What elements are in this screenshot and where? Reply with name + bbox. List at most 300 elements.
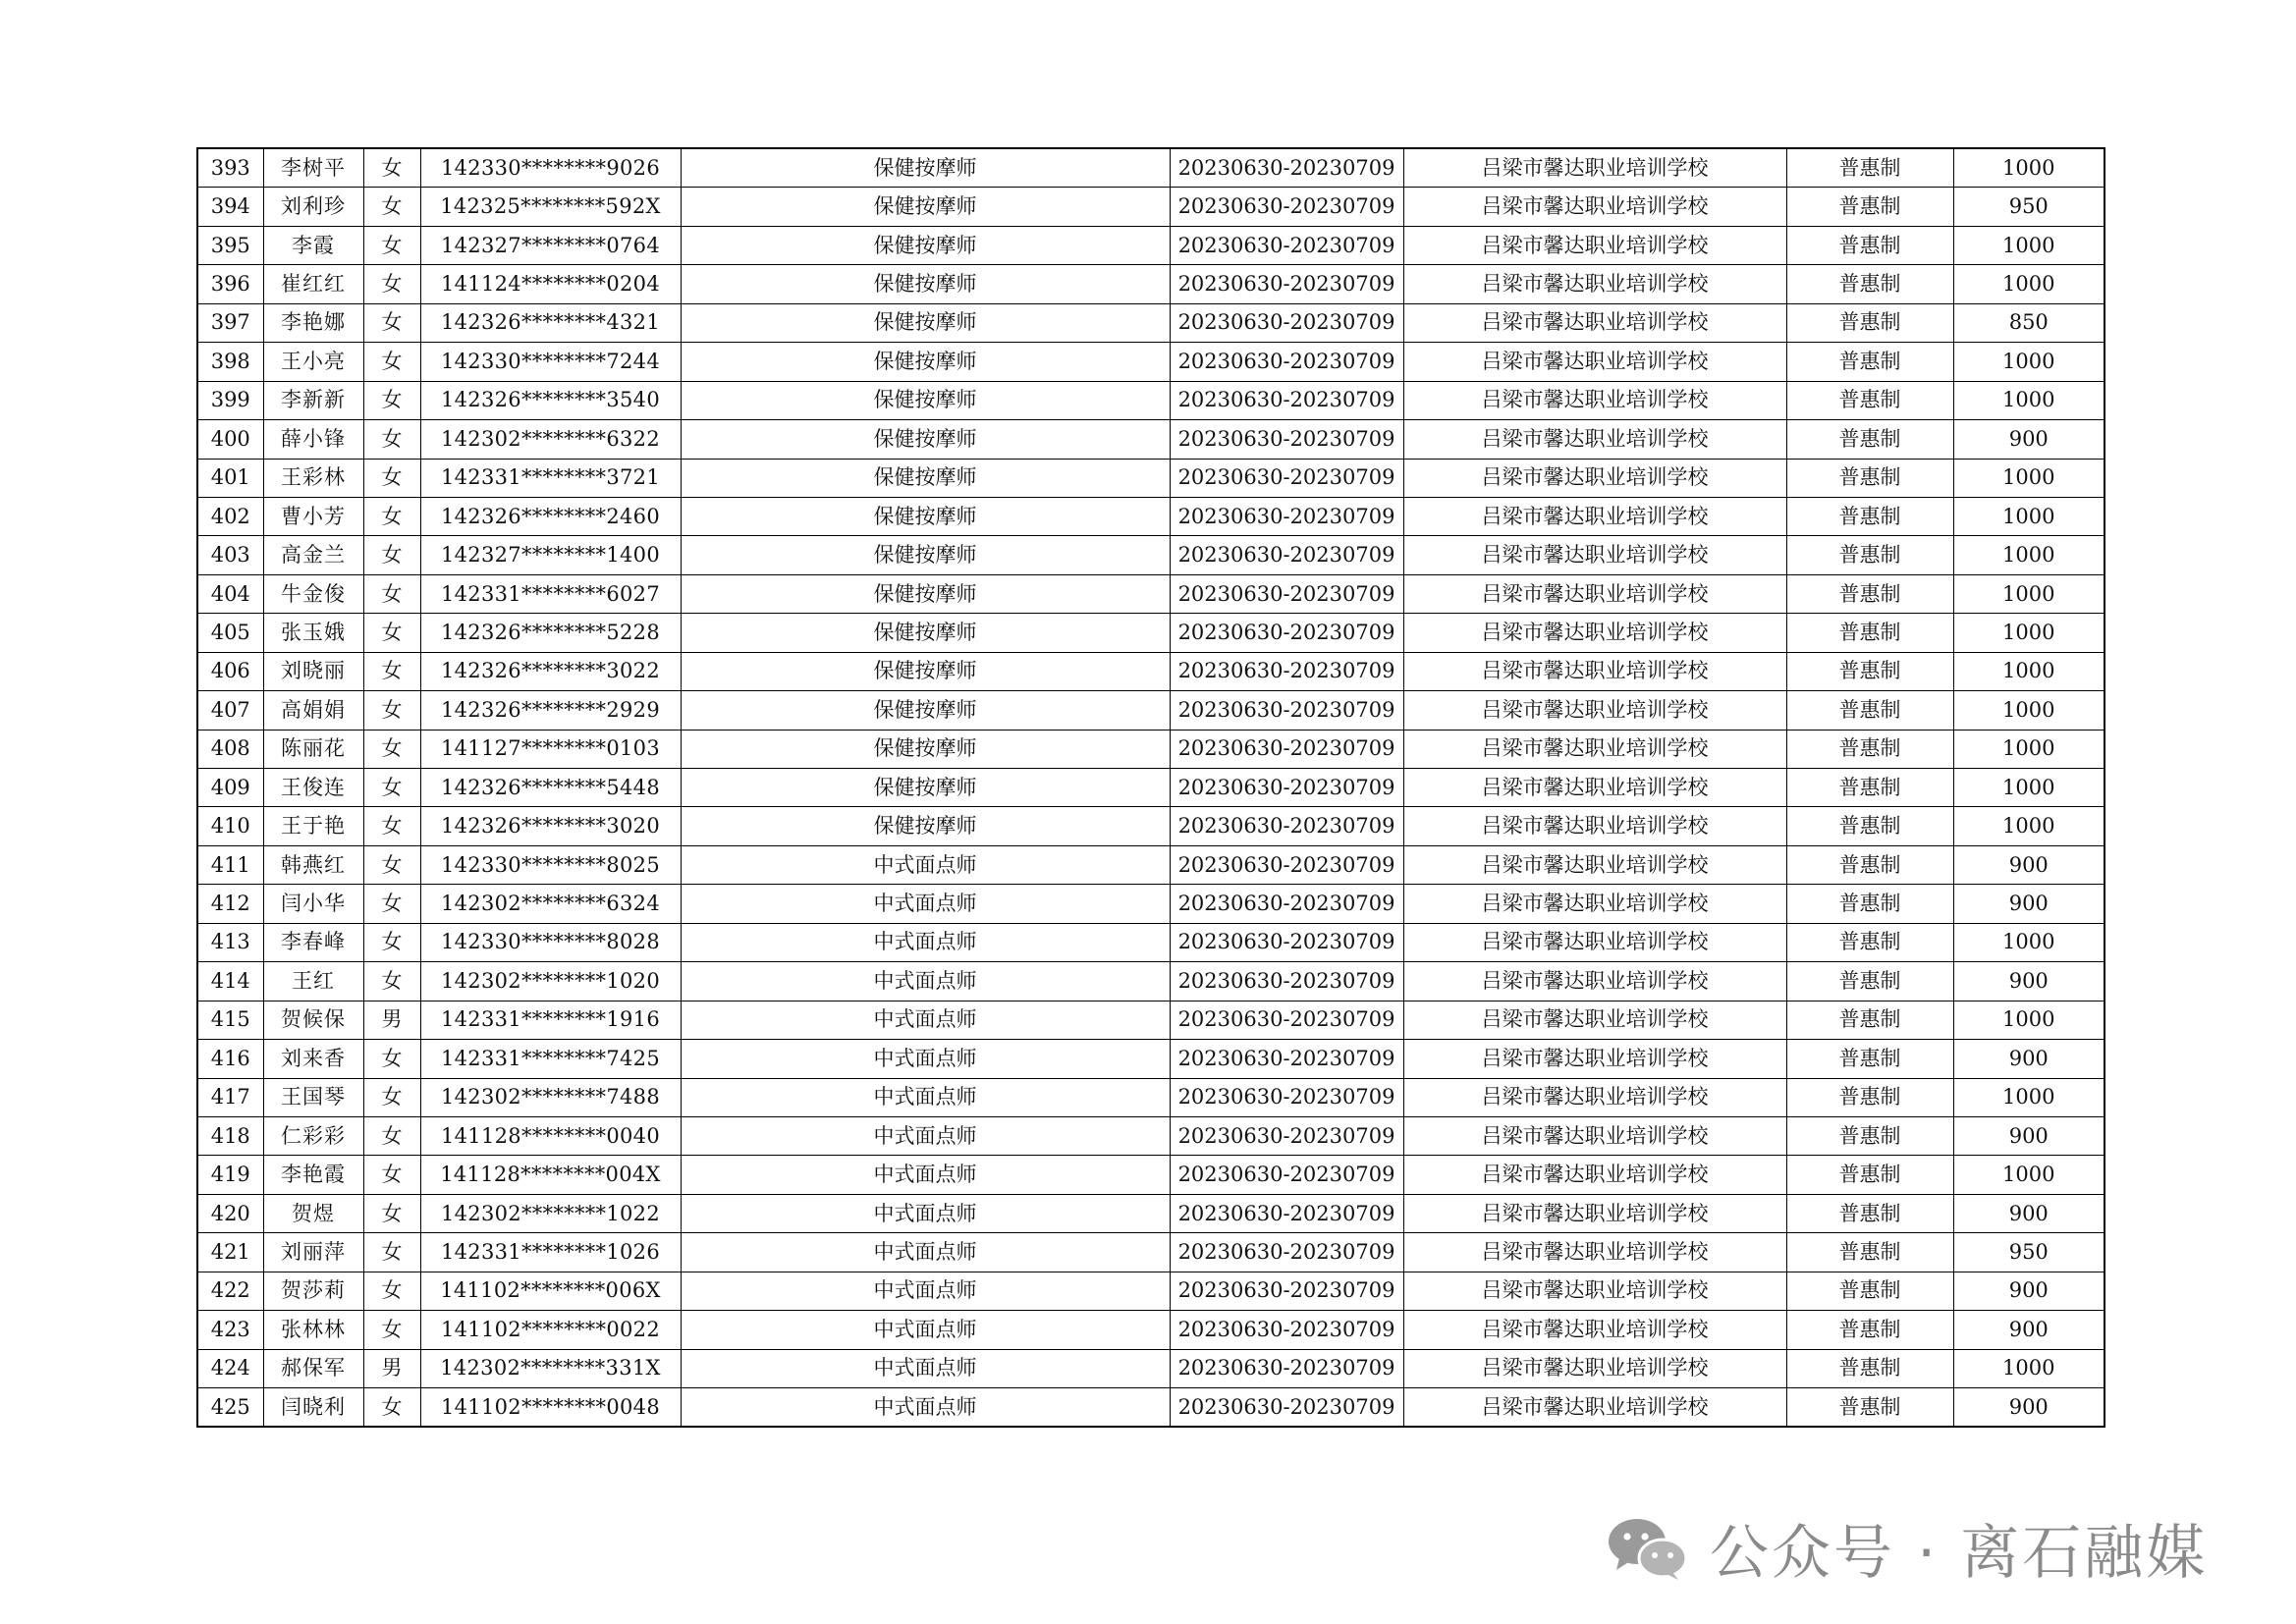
gender-cell: 女 bbox=[363, 536, 420, 574]
id-number-cell: 142327********1400 bbox=[420, 536, 681, 574]
id-number-cell: 141102********0022 bbox=[420, 1311, 681, 1349]
training-period-cell: 20230630-20230709 bbox=[1170, 614, 1403, 652]
training-type-cell: 保健按摩师 bbox=[681, 381, 1170, 419]
training-period-cell: 20230630-20230709 bbox=[1170, 1194, 1403, 1232]
gender-cell: 女 bbox=[363, 1116, 420, 1155]
subsidy-amount-cell: 900 bbox=[1953, 885, 2105, 923]
id-number-cell: 142326********3540 bbox=[420, 381, 681, 419]
id-number-cell: 142325********592X bbox=[420, 188, 681, 226]
row-number-cell: 407 bbox=[197, 691, 263, 730]
subsidy-program-cell: 普惠制 bbox=[1786, 1233, 1953, 1272]
training-type-cell: 中式面点师 bbox=[681, 1194, 1170, 1232]
row-number-cell: 396 bbox=[197, 265, 263, 303]
id-number-cell: 142302********6322 bbox=[420, 420, 681, 459]
training-type-cell: 保健按摩师 bbox=[681, 574, 1170, 613]
row-number-cell: 395 bbox=[197, 226, 263, 264]
training-type-cell: 中式面点师 bbox=[681, 1311, 1170, 1349]
trainee-name-cell: 张林林 bbox=[263, 1311, 363, 1349]
trainee-name-cell: 刘来香 bbox=[263, 1040, 363, 1078]
id-number-cell: 141102********0048 bbox=[420, 1388, 681, 1428]
row-number-cell: 410 bbox=[197, 807, 263, 845]
id-number-cell: 142330********7244 bbox=[420, 343, 681, 381]
trainee-name-cell: 贺莎莉 bbox=[263, 1272, 363, 1310]
trainee-name-cell: 李艳娜 bbox=[263, 303, 363, 342]
gender-cell: 女 bbox=[363, 497, 420, 535]
training-period-cell: 20230630-20230709 bbox=[1170, 226, 1403, 264]
table-row bbox=[197, 1194, 2105, 1232]
row-number-cell: 399 bbox=[197, 381, 263, 419]
row-number-cell: 401 bbox=[197, 459, 263, 497]
table-row bbox=[197, 1311, 2105, 1349]
trainee-name-cell: 贺候保 bbox=[263, 1001, 363, 1039]
trainee-name-cell: 刘晓丽 bbox=[263, 652, 363, 690]
training-period-cell: 20230630-20230709 bbox=[1170, 730, 1403, 768]
training-type-cell: 保健按摩师 bbox=[681, 807, 1170, 845]
trainee-name-cell: 刘利珍 bbox=[263, 188, 363, 226]
training-school-cell: 吕梁市馨达职业培训学校 bbox=[1403, 381, 1786, 419]
subsidy-amount-cell: 1000 bbox=[1953, 730, 2105, 768]
trainee-name-cell: 王红 bbox=[263, 962, 363, 1001]
trainee-name-cell: 王俊连 bbox=[263, 769, 363, 807]
table-row bbox=[197, 1040, 2105, 1078]
row-number-cell: 418 bbox=[197, 1116, 263, 1155]
row-number-cell: 421 bbox=[197, 1233, 263, 1272]
training-school-cell: 吕梁市馨达职业培训学校 bbox=[1403, 807, 1786, 845]
training-type-cell: 保健按摩师 bbox=[681, 148, 1170, 188]
subsidy-program-cell: 普惠制 bbox=[1786, 691, 1953, 730]
training-school-cell: 吕梁市馨达职业培训学校 bbox=[1403, 691, 1786, 730]
id-number-cell: 141102********006X bbox=[420, 1272, 681, 1310]
table-row bbox=[197, 459, 2105, 497]
training-type-cell: 保健按摩师 bbox=[681, 303, 1170, 342]
table-row bbox=[197, 691, 2105, 730]
subsidy-program-cell: 普惠制 bbox=[1786, 148, 1953, 188]
training-period-cell: 20230630-20230709 bbox=[1170, 885, 1403, 923]
gender-cell: 女 bbox=[363, 1040, 420, 1078]
subsidy-program-cell: 普惠制 bbox=[1786, 730, 1953, 768]
table-row bbox=[197, 962, 2105, 1001]
id-number-cell: 142331********1916 bbox=[420, 1001, 681, 1039]
row-number-cell: 400 bbox=[197, 420, 263, 459]
training-school-cell: 吕梁市馨达职业培训学校 bbox=[1403, 923, 1786, 961]
training-type-cell: 中式面点师 bbox=[681, 1272, 1170, 1310]
gender-cell: 女 bbox=[363, 1388, 420, 1428]
gender-cell: 女 bbox=[363, 962, 420, 1001]
trainee-name-cell: 李霞 bbox=[263, 226, 363, 264]
gender-cell: 女 bbox=[363, 1078, 420, 1116]
row-number-cell: 413 bbox=[197, 923, 263, 961]
row-number-cell: 394 bbox=[197, 188, 263, 226]
row-number-cell: 409 bbox=[197, 769, 263, 807]
subsidy-amount-cell: 900 bbox=[1953, 1272, 2105, 1310]
trainee-name-cell: 王彩林 bbox=[263, 459, 363, 497]
gender-cell: 女 bbox=[363, 769, 420, 807]
subsidy-amount-cell: 1000 bbox=[1953, 148, 2105, 188]
table-row bbox=[197, 497, 2105, 535]
training-school-cell: 吕梁市馨达职业培训学校 bbox=[1403, 1078, 1786, 1116]
row-number-cell: 411 bbox=[197, 845, 263, 884]
table-row bbox=[197, 923, 2105, 961]
subsidy-program-cell: 普惠制 bbox=[1786, 1194, 1953, 1232]
subsidy-amount-cell: 1000 bbox=[1953, 652, 2105, 690]
table-row bbox=[197, 1078, 2105, 1116]
id-number-cell: 142326********2460 bbox=[420, 497, 681, 535]
training-period-cell: 20230630-20230709 bbox=[1170, 769, 1403, 807]
table-body bbox=[197, 148, 2105, 1427]
table-row bbox=[197, 1001, 2105, 1039]
training-type-cell: 中式面点师 bbox=[681, 1078, 1170, 1116]
training-school-cell: 吕梁市馨达职业培训学校 bbox=[1403, 265, 1786, 303]
training-school-cell: 吕梁市馨达职业培训学校 bbox=[1403, 1311, 1786, 1349]
row-number-cell: 403 bbox=[197, 536, 263, 574]
row-number-cell: 419 bbox=[197, 1156, 263, 1194]
trainee-name-cell: 陈丽花 bbox=[263, 730, 363, 768]
trainee-name-cell: 郝保军 bbox=[263, 1349, 363, 1387]
row-number-cell: 405 bbox=[197, 614, 263, 652]
training-period-cell: 20230630-20230709 bbox=[1170, 845, 1403, 884]
subsidy-amount-cell: 1000 bbox=[1953, 459, 2105, 497]
training-period-cell: 20230630-20230709 bbox=[1170, 265, 1403, 303]
subsidy-program-cell: 普惠制 bbox=[1786, 923, 1953, 961]
table-row bbox=[197, 343, 2105, 381]
trainee-name-cell: 刘丽萍 bbox=[263, 1233, 363, 1272]
watermark-text: 公众号 · 离石融媒 bbox=[1710, 1519, 2209, 1588]
table-row bbox=[197, 807, 2105, 845]
training-type-cell: 中式面点师 bbox=[681, 1001, 1170, 1039]
subsidy-program-cell: 普惠制 bbox=[1786, 1001, 1953, 1039]
subsidy-program-cell: 普惠制 bbox=[1786, 459, 1953, 497]
gender-cell: 女 bbox=[363, 1311, 420, 1349]
trainee-name-cell: 王国琴 bbox=[263, 1078, 363, 1116]
training-type-cell: 保健按摩师 bbox=[681, 265, 1170, 303]
training-period-cell: 20230630-20230709 bbox=[1170, 1116, 1403, 1155]
training-period-cell: 20230630-20230709 bbox=[1170, 420, 1403, 459]
trainee-name-cell: 仁彩彩 bbox=[263, 1116, 363, 1155]
training-type-cell: 中式面点师 bbox=[681, 1349, 1170, 1387]
subsidy-amount-cell: 1000 bbox=[1953, 807, 2105, 845]
id-number-cell: 142331********1026 bbox=[420, 1233, 681, 1272]
training-school-cell: 吕梁市馨达职业培训学校 bbox=[1403, 536, 1786, 574]
subsidy-amount-cell: 1000 bbox=[1953, 691, 2105, 730]
table-row bbox=[197, 1156, 2105, 1194]
id-number-cell: 141127********0103 bbox=[420, 730, 681, 768]
training-period-cell: 20230630-20230709 bbox=[1170, 923, 1403, 961]
training-type-cell: 中式面点师 bbox=[681, 1156, 1170, 1194]
table-row bbox=[197, 845, 2105, 884]
id-number-cell: 142302********7488 bbox=[420, 1078, 681, 1116]
subsidy-amount-cell: 900 bbox=[1953, 845, 2105, 884]
id-number-cell: 142330********8025 bbox=[420, 845, 681, 884]
training-type-cell: 中式面点师 bbox=[681, 1388, 1170, 1428]
training-period-cell: 20230630-20230709 bbox=[1170, 1388, 1403, 1428]
subsidy-program-cell: 普惠制 bbox=[1786, 1156, 1953, 1194]
table-row bbox=[197, 1116, 2105, 1155]
training-type-cell: 保健按摩师 bbox=[681, 497, 1170, 535]
gender-cell: 女 bbox=[363, 188, 420, 226]
row-number-cell: 422 bbox=[197, 1272, 263, 1310]
id-number-cell: 142330********8028 bbox=[420, 923, 681, 961]
gender-cell: 女 bbox=[363, 1194, 420, 1232]
subsidy-program-cell: 普惠制 bbox=[1786, 497, 1953, 535]
trainee-name-cell: 崔红红 bbox=[263, 265, 363, 303]
id-number-cell: 142327********0764 bbox=[420, 226, 681, 264]
training-type-cell: 中式面点师 bbox=[681, 885, 1170, 923]
training-period-cell: 20230630-20230709 bbox=[1170, 148, 1403, 188]
training-school-cell: 吕梁市馨达职业培训学校 bbox=[1403, 885, 1786, 923]
training-period-cell: 20230630-20230709 bbox=[1170, 652, 1403, 690]
training-type-cell: 中式面点师 bbox=[681, 1233, 1170, 1272]
subsidy-amount-cell: 950 bbox=[1953, 1233, 2105, 1272]
gender-cell: 女 bbox=[363, 226, 420, 264]
training-period-cell: 20230630-20230709 bbox=[1170, 1078, 1403, 1116]
gender-cell: 男 bbox=[363, 1001, 420, 1039]
subsidy-program-cell: 普惠制 bbox=[1786, 420, 1953, 459]
row-number-cell: 412 bbox=[197, 885, 263, 923]
watermark bbox=[1606, 1509, 2208, 1588]
row-number-cell: 415 bbox=[197, 1001, 263, 1039]
training-type-cell: 保健按摩师 bbox=[681, 188, 1170, 226]
trainee-name-cell: 张玉娥 bbox=[263, 614, 363, 652]
subsidy-program-cell: 普惠制 bbox=[1786, 1116, 1953, 1155]
id-number-cell: 142326********2929 bbox=[420, 691, 681, 730]
gender-cell: 男 bbox=[363, 1349, 420, 1387]
training-school-cell: 吕梁市馨达职业培训学校 bbox=[1403, 303, 1786, 342]
training-school-cell: 吕梁市馨达职业培训学校 bbox=[1403, 614, 1786, 652]
gender-cell: 女 bbox=[363, 303, 420, 342]
row-number-cell: 402 bbox=[197, 497, 263, 535]
row-number-cell: 404 bbox=[197, 574, 263, 613]
id-number-cell: 142326********5448 bbox=[420, 769, 681, 807]
subsidy-program-cell: 普惠制 bbox=[1786, 652, 1953, 690]
table-row bbox=[197, 574, 2105, 613]
subsidy-program-cell: 普惠制 bbox=[1786, 614, 1953, 652]
table-row bbox=[197, 303, 2105, 342]
training-period-cell: 20230630-20230709 bbox=[1170, 1272, 1403, 1310]
subsidy-amount-cell: 1000 bbox=[1953, 1349, 2105, 1387]
table-row bbox=[197, 226, 2105, 264]
training-period-cell: 20230630-20230709 bbox=[1170, 574, 1403, 613]
id-number-cell: 142326********3020 bbox=[420, 807, 681, 845]
training-type-cell: 保健按摩师 bbox=[681, 343, 1170, 381]
gender-cell: 女 bbox=[363, 343, 420, 381]
training-period-cell: 20230630-20230709 bbox=[1170, 381, 1403, 419]
row-number-cell: 393 bbox=[197, 148, 263, 188]
training-school-cell: 吕梁市馨达职业培训学校 bbox=[1403, 420, 1786, 459]
training-school-cell: 吕梁市馨达职业培训学校 bbox=[1403, 845, 1786, 884]
training-period-cell: 20230630-20230709 bbox=[1170, 1156, 1403, 1194]
table-row bbox=[197, 188, 2105, 226]
subsidy-program-cell: 普惠制 bbox=[1786, 343, 1953, 381]
training-period-cell: 20230630-20230709 bbox=[1170, 1040, 1403, 1078]
training-period-cell: 20230630-20230709 bbox=[1170, 536, 1403, 574]
subsidy-amount-cell: 900 bbox=[1953, 1116, 2105, 1155]
table-row bbox=[197, 1272, 2105, 1310]
table-row bbox=[197, 1349, 2105, 1387]
gender-cell: 女 bbox=[363, 1233, 420, 1272]
row-number-cell: 417 bbox=[197, 1078, 263, 1116]
subsidy-amount-cell: 1000 bbox=[1953, 1156, 2105, 1194]
table-row bbox=[197, 536, 2105, 574]
id-number-cell: 141128********0040 bbox=[420, 1116, 681, 1155]
subsidy-amount-cell: 1000 bbox=[1953, 923, 2105, 961]
subsidy-program-cell: 普惠制 bbox=[1786, 1349, 1953, 1387]
gender-cell: 女 bbox=[363, 459, 420, 497]
gender-cell: 女 bbox=[363, 614, 420, 652]
table-row bbox=[197, 1233, 2105, 1272]
table-row bbox=[197, 381, 2105, 419]
id-number-cell: 142302********6324 bbox=[420, 885, 681, 923]
subsidy-program-cell: 普惠制 bbox=[1786, 1078, 1953, 1116]
subsidy-roster-table bbox=[196, 147, 2105, 1428]
subsidy-amount-cell: 900 bbox=[1953, 1040, 2105, 1078]
training-period-cell: 20230630-20230709 bbox=[1170, 962, 1403, 1001]
subsidy-program-cell: 普惠制 bbox=[1786, 574, 1953, 613]
subsidy-program-cell: 普惠制 bbox=[1786, 962, 1953, 1001]
id-number-cell: 141124********0204 bbox=[420, 265, 681, 303]
table-row bbox=[197, 652, 2105, 690]
subsidy-amount-cell: 1000 bbox=[1953, 381, 2105, 419]
training-type-cell: 中式面点师 bbox=[681, 923, 1170, 961]
training-period-cell: 20230630-20230709 bbox=[1170, 1233, 1403, 1272]
training-type-cell: 保健按摩师 bbox=[681, 769, 1170, 807]
subsidy-program-cell: 普惠制 bbox=[1786, 1311, 1953, 1349]
training-school-cell: 吕梁市馨达职业培训学校 bbox=[1403, 1116, 1786, 1155]
trainee-name-cell: 闫晓利 bbox=[263, 1388, 363, 1428]
trainee-name-cell: 李艳霞 bbox=[263, 1156, 363, 1194]
gender-cell: 女 bbox=[363, 730, 420, 768]
training-school-cell: 吕梁市馨达职业培训学校 bbox=[1403, 652, 1786, 690]
subsidy-amount-cell: 850 bbox=[1953, 303, 2105, 342]
id-number-cell: 141128********004X bbox=[420, 1156, 681, 1194]
training-school-cell: 吕梁市馨达职业培训学校 bbox=[1403, 459, 1786, 497]
subsidy-amount-cell: 1000 bbox=[1953, 614, 2105, 652]
subsidy-program-cell: 普惠制 bbox=[1786, 1040, 1953, 1078]
row-number-cell: 424 bbox=[197, 1349, 263, 1387]
table-row bbox=[197, 885, 2105, 923]
row-number-cell: 406 bbox=[197, 652, 263, 690]
subsidy-amount-cell: 900 bbox=[1953, 1311, 2105, 1349]
gender-cell: 女 bbox=[363, 574, 420, 613]
subsidy-program-cell: 普惠制 bbox=[1786, 1388, 1953, 1428]
training-school-cell: 吕梁市馨达职业培训学校 bbox=[1403, 1233, 1786, 1272]
training-type-cell: 保健按摩师 bbox=[681, 652, 1170, 690]
subsidy-program-cell: 普惠制 bbox=[1786, 303, 1953, 342]
gender-cell: 女 bbox=[363, 265, 420, 303]
gender-cell: 女 bbox=[363, 1156, 420, 1194]
table-row bbox=[197, 265, 2105, 303]
gender-cell: 女 bbox=[363, 381, 420, 419]
row-number-cell: 414 bbox=[197, 962, 263, 1001]
gender-cell: 女 bbox=[363, 845, 420, 884]
subsidy-program-cell: 普惠制 bbox=[1786, 1272, 1953, 1310]
training-school-cell: 吕梁市馨达职业培训学校 bbox=[1403, 226, 1786, 264]
training-school-cell: 吕梁市馨达职业培训学校 bbox=[1403, 730, 1786, 768]
id-number-cell: 142331********3721 bbox=[420, 459, 681, 497]
training-period-cell: 20230630-20230709 bbox=[1170, 303, 1403, 342]
table-row bbox=[197, 614, 2105, 652]
gender-cell: 女 bbox=[363, 807, 420, 845]
training-period-cell: 20230630-20230709 bbox=[1170, 343, 1403, 381]
row-number-cell: 397 bbox=[197, 303, 263, 342]
training-type-cell: 中式面点师 bbox=[681, 962, 1170, 1001]
gender-cell: 女 bbox=[363, 923, 420, 961]
subsidy-amount-cell: 900 bbox=[1953, 962, 2105, 1001]
training-school-cell: 吕梁市馨达职业培训学校 bbox=[1403, 1194, 1786, 1232]
subsidy-amount-cell: 1000 bbox=[1953, 1001, 2105, 1039]
subsidy-amount-cell: 1000 bbox=[1953, 226, 2105, 264]
training-type-cell: 保健按摩师 bbox=[681, 691, 1170, 730]
training-period-cell: 20230630-20230709 bbox=[1170, 497, 1403, 535]
trainee-name-cell: 李春峰 bbox=[263, 923, 363, 961]
trainee-name-cell: 韩燕红 bbox=[263, 845, 363, 884]
training-school-cell: 吕梁市馨达职业培训学校 bbox=[1403, 188, 1786, 226]
table-row bbox=[197, 148, 2105, 188]
training-type-cell: 中式面点师 bbox=[681, 845, 1170, 884]
subsidy-amount-cell: 1000 bbox=[1953, 769, 2105, 807]
training-type-cell: 保健按摩师 bbox=[681, 536, 1170, 574]
training-type-cell: 中式面点师 bbox=[681, 1040, 1170, 1078]
row-number-cell: 425 bbox=[197, 1388, 263, 1428]
subsidy-program-cell: 普惠制 bbox=[1786, 536, 1953, 574]
subsidy-amount-cell: 900 bbox=[1953, 1194, 2105, 1232]
wechat-icon bbox=[1606, 1515, 1688, 1582]
training-period-cell: 20230630-20230709 bbox=[1170, 1349, 1403, 1387]
subsidy-program-cell: 普惠制 bbox=[1786, 769, 1953, 807]
training-type-cell: 保健按摩师 bbox=[681, 459, 1170, 497]
subsidy-amount-cell: 1000 bbox=[1953, 1078, 2105, 1116]
training-school-cell: 吕梁市馨达职业培训学校 bbox=[1403, 1388, 1786, 1428]
training-school-cell: 吕梁市馨达职业培训学校 bbox=[1403, 497, 1786, 535]
gender-cell: 女 bbox=[363, 1272, 420, 1310]
subsidy-program-cell: 普惠制 bbox=[1786, 265, 1953, 303]
trainee-name-cell: 王于艳 bbox=[263, 807, 363, 845]
subsidy-amount-cell: 1000 bbox=[1953, 536, 2105, 574]
training-period-cell: 20230630-20230709 bbox=[1170, 459, 1403, 497]
subsidy-amount-cell: 1000 bbox=[1953, 265, 2105, 303]
row-number-cell: 398 bbox=[197, 343, 263, 381]
training-school-cell: 吕梁市馨达职业培训学校 bbox=[1403, 1040, 1786, 1078]
subsidy-program-cell: 普惠制 bbox=[1786, 845, 1953, 884]
row-number-cell: 423 bbox=[197, 1311, 263, 1349]
table-row bbox=[197, 730, 2105, 768]
training-type-cell: 中式面点师 bbox=[681, 1116, 1170, 1155]
training-type-cell: 保健按摩师 bbox=[681, 420, 1170, 459]
trainee-name-cell: 牛金俊 bbox=[263, 574, 363, 613]
subsidy-amount-cell: 950 bbox=[1953, 188, 2105, 226]
gender-cell: 女 bbox=[363, 691, 420, 730]
trainee-name-cell: 李新新 bbox=[263, 381, 363, 419]
training-school-cell: 吕梁市馨达职业培训学校 bbox=[1403, 1349, 1786, 1387]
subsidy-program-cell: 普惠制 bbox=[1786, 381, 1953, 419]
id-number-cell: 142302********1020 bbox=[420, 962, 681, 1001]
trainee-name-cell: 李树平 bbox=[263, 148, 363, 188]
subsidy-program-cell: 普惠制 bbox=[1786, 188, 1953, 226]
training-school-cell: 吕梁市馨达职业培训学校 bbox=[1403, 962, 1786, 1001]
subsidy-amount-cell: 1000 bbox=[1953, 574, 2105, 613]
trainee-name-cell: 高娟娟 bbox=[263, 691, 363, 730]
gender-cell: 女 bbox=[363, 652, 420, 690]
row-number-cell: 408 bbox=[197, 730, 263, 768]
trainee-name-cell: 王小亮 bbox=[263, 343, 363, 381]
gender-cell: 女 bbox=[363, 420, 420, 459]
training-period-cell: 20230630-20230709 bbox=[1170, 691, 1403, 730]
id-number-cell: 142330********9026 bbox=[420, 148, 681, 188]
training-type-cell: 保健按摩师 bbox=[681, 730, 1170, 768]
id-number-cell: 142326********5228 bbox=[420, 614, 681, 652]
training-school-cell: 吕梁市馨达职业培训学校 bbox=[1403, 148, 1786, 188]
training-school-cell: 吕梁市馨达职业培训学校 bbox=[1403, 1272, 1786, 1310]
trainee-name-cell: 高金兰 bbox=[263, 536, 363, 574]
